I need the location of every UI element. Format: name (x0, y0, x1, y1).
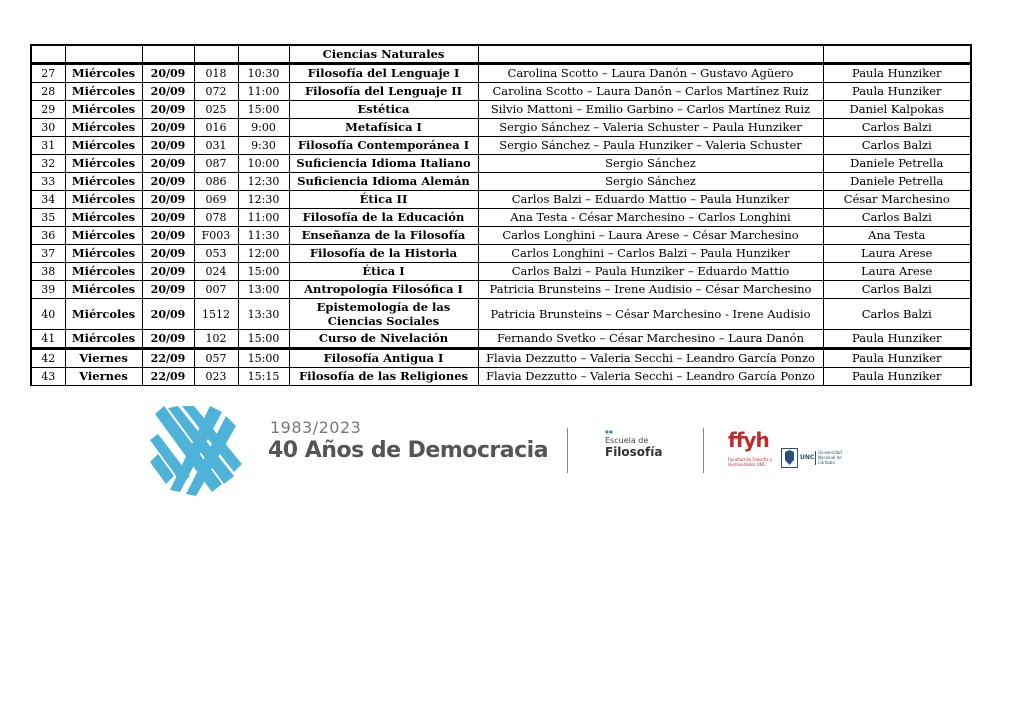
date-cell: 20/09 (142, 137, 194, 155)
date-cell: 20/09 (142, 101, 194, 119)
row-number: 28 (31, 83, 65, 101)
day-cell: Miércoles (65, 281, 142, 299)
time-cell: 9:00 (238, 119, 289, 137)
header-cell (823, 45, 971, 64)
alternate-cell: Carlos Balzi (823, 299, 971, 330)
row-number: 37 (31, 245, 65, 263)
alternate-cell: Paula Hunziker (823, 349, 971, 368)
time-cell: 11:30 (238, 227, 289, 245)
alternate-cell: Laura Arese (823, 263, 971, 281)
room-cell: 053 (194, 245, 238, 263)
day-cell: Miércoles (65, 83, 142, 101)
day-cell: Miércoles (65, 263, 142, 281)
header-cell (478, 45, 823, 64)
subject-cell: Filosofía del Lenguaje II (289, 83, 478, 101)
table-row (31, 227, 971, 245)
subject-cell: Suficiencia Idioma Alemán (289, 173, 478, 191)
tribunal-cell: Carolina Scotto – Laura Danón – Carlos Martínez Ruiz (478, 83, 823, 101)
table-row (31, 209, 971, 227)
table-header-row (31, 45, 971, 64)
subject-cell: Ética I (289, 263, 478, 281)
date-cell: 20/09 (142, 263, 194, 281)
row-number: 42 (31, 349, 65, 368)
room-cell: 069 (194, 191, 238, 209)
date-cell: 20/09 (142, 245, 194, 263)
room-cell: 031 (194, 137, 238, 155)
room-cell: 087 (194, 155, 238, 173)
alternate-cell: Paula Hunziker (823, 83, 971, 101)
subject-cell: Filosofía de la Educación (289, 209, 478, 227)
time-cell: 12:30 (238, 191, 289, 209)
tribunal-cell: Carlos Longhini – Carlos Balzi – Paula Hunziker (478, 245, 823, 263)
room-cell: 072 (194, 83, 238, 101)
time-cell: 13:30 (238, 299, 289, 330)
alternate-cell: Daniele Petrella (823, 155, 971, 173)
subject-cell: Metafísica I (289, 119, 478, 137)
alternate-cell: Paula Hunziker (823, 330, 971, 349)
divider (567, 428, 568, 473)
tribunal-cell: Patricia Brunsteins – César Marchesino - Irene Audisio (478, 299, 823, 330)
subject-cell: Enseñanza de la Filosofía (289, 227, 478, 245)
room-cell: 018 (194, 64, 238, 83)
escuela-name: Filosofía (605, 445, 663, 459)
time-cell: 15:00 (238, 330, 289, 349)
subject-cell: Estética (289, 101, 478, 119)
subject-cell: Epistemología de las Ciencias Sociales (289, 299, 478, 330)
alternate-cell: Carlos Balzi (823, 137, 971, 155)
table-row (31, 281, 971, 299)
room-cell: 016 (194, 119, 238, 137)
alternate-cell: Paula Hunziker (823, 368, 971, 386)
subject-cell: Antropología Filosófica I (289, 281, 478, 299)
tribunal-cell: Patricia Brunsteins – Irene Audisio – César Marchesino (478, 281, 823, 299)
alternate-cell: César Marchesino (823, 191, 971, 209)
tribunal-cell: Ana Testa - César Marchesino – Carlos Longhini (478, 209, 823, 227)
time-cell: 12:00 (238, 245, 289, 263)
tribunal-cell: Sergio Sánchez – Valeria Schuster – Paula Hunziker (478, 119, 823, 137)
day-cell: Miércoles (65, 173, 142, 191)
day-cell: Miércoles (65, 299, 142, 330)
table-row (31, 137, 971, 155)
tribunal-cell: Flavia Dezzutto – Valeria Secchi – Leandro García Ponzo (478, 368, 823, 386)
time-cell: 12:30 (238, 173, 289, 191)
date-cell: 20/09 (142, 83, 194, 101)
row-number: 31 (31, 137, 65, 155)
tribunal-cell: Carlos Longhini – Laura Arese – César Marchesino (478, 227, 823, 245)
table-row (31, 263, 971, 281)
subject-cell: Ética II (289, 191, 478, 209)
subject-cell: Filosofía Contemporánea I (289, 137, 478, 155)
day-cell: Miércoles (65, 227, 142, 245)
tribunal-cell: Sergio Sánchez (478, 173, 823, 191)
day-cell: Viernes (65, 368, 142, 386)
room-cell: 007 (194, 281, 238, 299)
time-cell: 13:00 (238, 281, 289, 299)
table-row (31, 83, 971, 101)
day-cell: Miércoles (65, 245, 142, 263)
row-number: 39 (31, 281, 65, 299)
alternate-cell: Laura Arese (823, 245, 971, 263)
day-cell: Miércoles (65, 330, 142, 349)
date-cell: 20/09 (142, 173, 194, 191)
day-cell: Miércoles (65, 191, 142, 209)
row-number: 33 (31, 173, 65, 191)
table-row (31, 101, 971, 119)
alternate-cell: Carlos Balzi (823, 209, 971, 227)
date-cell: 20/09 (142, 299, 194, 330)
unc-subtitle: Universidad Nacional de Córdoba (818, 450, 842, 465)
date-cell: 20/09 (142, 191, 194, 209)
room-cell: 102 (194, 330, 238, 349)
date-cell: 20/09 (142, 209, 194, 227)
room-cell: 1512 (194, 299, 238, 330)
table-row (31, 349, 971, 368)
time-cell: 10:00 (238, 155, 289, 173)
table-row (31, 191, 971, 209)
ffyh-subtitle: Facultad de Filosofía y Humanidades UNC (728, 457, 773, 467)
room-cell: 086 (194, 173, 238, 191)
date-cell: 22/09 (142, 368, 194, 386)
time-cell: 15:00 (238, 349, 289, 368)
time-cell: 10:30 (238, 64, 289, 83)
row-number: 41 (31, 330, 65, 349)
escuela-dots-icon (605, 430, 613, 434)
day-cell: Miércoles (65, 155, 142, 173)
alternate-cell: Carlos Balzi (823, 281, 971, 299)
table-row (31, 173, 971, 191)
row-number: 27 (31, 64, 65, 83)
date-cell: 20/09 (142, 227, 194, 245)
table-row (31, 330, 971, 349)
day-cell: Miércoles (65, 101, 142, 119)
room-cell: 025 (194, 101, 238, 119)
subject-cell: Filosofía de la Historia (289, 245, 478, 263)
table-row (31, 155, 971, 173)
header-cell (194, 45, 238, 64)
row-number: 38 (31, 263, 65, 281)
alternate-cell: Daniel Kalpokas (823, 101, 971, 119)
tribunal-cell: Carlos Balzi – Paula Hunziker – Eduardo Mattio (478, 263, 823, 281)
date-cell: 20/09 (142, 64, 194, 83)
subject-cell: Curso de Nivelación (289, 330, 478, 349)
unc-label: UNC (800, 454, 815, 461)
subject-cell: Filosofía Antigua I (289, 349, 478, 368)
time-cell: 11:00 (238, 209, 289, 227)
room-cell: 078 (194, 209, 238, 227)
table-row (31, 245, 971, 263)
header-cell (65, 45, 142, 64)
date-cell: 20/09 (142, 281, 194, 299)
tribunal-cell: Sergio Sánchez – Paula Hunziker – Valeria Schuster (478, 137, 823, 155)
subject-cell: Filosofía del Lenguaje I (289, 64, 478, 83)
room-cell: F003 (194, 227, 238, 245)
subject-cell: Suficiencia Idioma Italiano (289, 155, 478, 173)
header-cell (31, 45, 65, 64)
alternate-cell: Carlos Balzi (823, 119, 971, 137)
row-number: 36 (31, 227, 65, 245)
row-number: 34 (31, 191, 65, 209)
table-row (31, 64, 971, 83)
alternate-cell: Daniele Petrella (823, 173, 971, 191)
room-cell: 024 (194, 263, 238, 281)
row-number: 32 (31, 155, 65, 173)
alternate-cell: Ana Testa (823, 227, 971, 245)
divider (703, 428, 704, 473)
date-cell: 22/09 (142, 349, 194, 368)
room-cell: 023 (194, 368, 238, 386)
anniversary-title: 40 Años de Democracia (268, 438, 549, 463)
tribunal-cell: Carlos Balzi – Eduardo Mattio – Paula Hunziker (478, 191, 823, 209)
row-number: 43 (31, 368, 65, 386)
subject-cell: Filosofía de las Religiones (289, 368, 478, 386)
row-number: 40 (31, 299, 65, 330)
tribunal-cell: Silvio Mattoni – Emilio Garbino – Carlos Martínez Ruiz (478, 101, 823, 119)
row-number: 29 (31, 101, 65, 119)
escuela-label: Escuela de (605, 436, 649, 445)
table-row (31, 299, 971, 330)
alternate-cell: Paula Hunziker (823, 64, 971, 83)
time-cell: 15:00 (238, 263, 289, 281)
day-cell: Miércoles (65, 119, 142, 137)
time-cell: 15:15 (238, 368, 289, 386)
date-cell: 20/09 (142, 330, 194, 349)
room-cell: 057 (194, 349, 238, 368)
footer-logos (0, 400, 1024, 490)
tribunal-cell: Carolina Scotto – Laura Danón – Gustavo Agüero (478, 64, 823, 83)
day-cell: Miércoles (65, 64, 142, 83)
date-cell: 20/09 (142, 155, 194, 173)
row-number: 35 (31, 209, 65, 227)
exam-schedule-table (30, 44, 972, 386)
date-cell: 20/09 (142, 119, 194, 137)
democracy-emblem-icon (150, 406, 250, 496)
tribunal-cell: Fernando Svetko – César Marchesino – Laura Danón (478, 330, 823, 349)
time-cell: 15:00 (238, 101, 289, 119)
table-row (31, 368, 971, 386)
day-cell: Miércoles (65, 209, 142, 227)
day-cell: Miércoles (65, 137, 142, 155)
day-cell: Viernes (65, 349, 142, 368)
time-cell: 11:00 (238, 83, 289, 101)
anniversary-years: 1983/2023 (270, 418, 362, 437)
row-number: 30 (31, 119, 65, 137)
tribunal-cell: Sergio Sánchez (478, 155, 823, 173)
time-cell: 9:30 (238, 137, 289, 155)
ffyh-logo: ffyh (728, 428, 769, 452)
header-cell (238, 45, 289, 64)
tribunal-cell: Flavia Dezzutto – Valeria Secchi – Leandro García Ponzo (478, 349, 823, 368)
table-row (31, 119, 971, 137)
header-cell (142, 45, 194, 64)
header-label: Ciencias Naturales (289, 45, 478, 64)
